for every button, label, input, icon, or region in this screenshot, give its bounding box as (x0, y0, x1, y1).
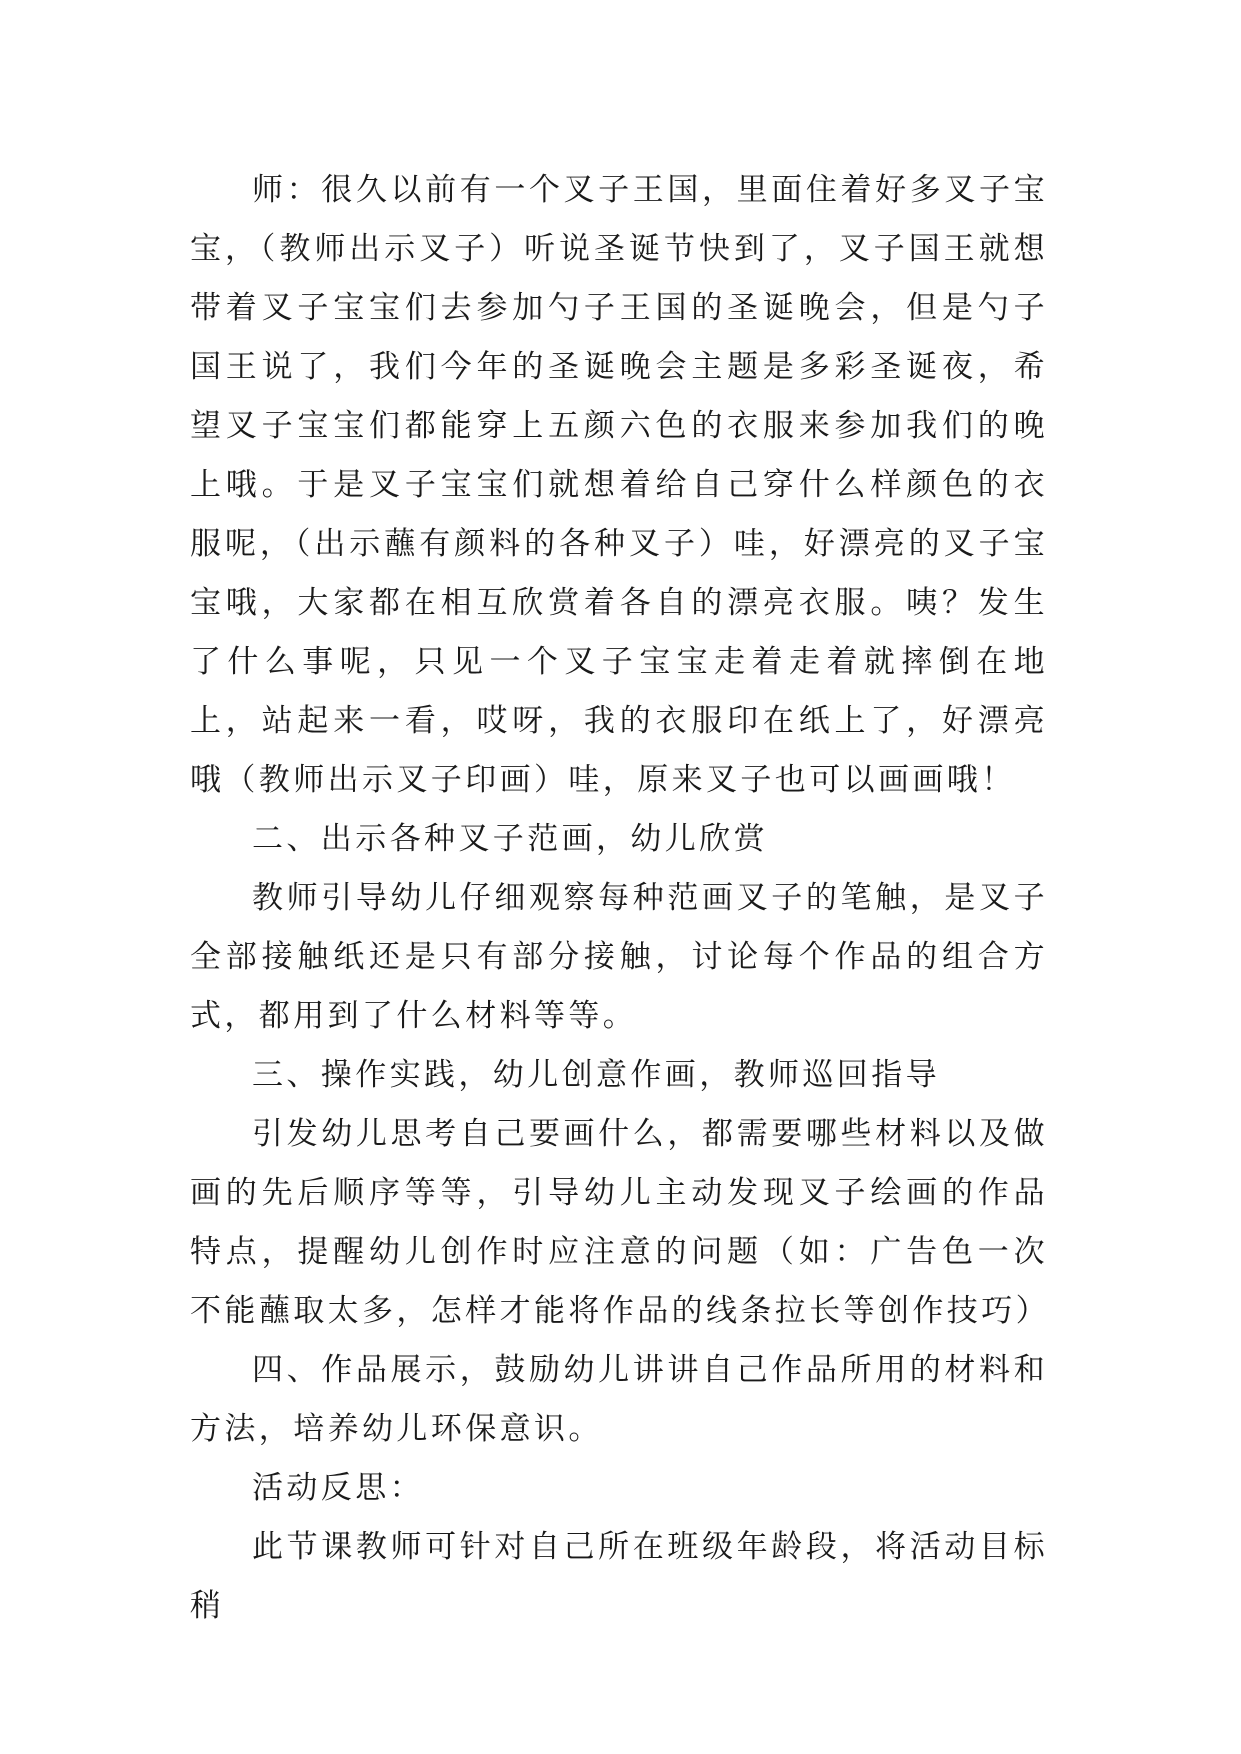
reflection-heading: 活动反思： (252, 1470, 424, 1506)
section-heading-2: 二、出示各种叉子范画，幼儿欣赏 (252, 821, 768, 857)
document-body (190, 161, 1048, 1636)
observation-paragraph: 教师引导幼儿仔细观察每种范画叉子的笔触，是叉子全部接触纸还是只有部分接触，讨论每个作品的组合方式，都用到了什么材料等等。 (190, 880, 1048, 1034)
practice-paragraph: 引发幼儿思考自己要画什么，都需要哪些材料以及做画的先后顺序等等，引导幼儿主动发现叉子绘画的作品特点，提醒幼儿创作时应注意的问题（如：广告色一次不能蘸取太多，怎样才能将作品的线条拉长等创作技巧） (190, 1116, 1050, 1329)
story-paragraph: 师：很久以前有一个叉子王国，里面住着好多叉子宝宝，（教师出示叉子）听说圣诞节快到了，叉子国王就想带着叉子宝宝们去参加勺子王国的圣诞晚会，但是勺子国王说了，我们今年的圣诞晚会主题是多彩圣诞夜，希望叉子宝宝们都能穿上五颜六色的衣服来参加我们的晚上哦。于是叉子宝宝们就想着给自己穿什么样颜色的衣服呢，（出示蘸有颜料的各种叉子）哇，好漂亮的叉子宝宝哦，大家都在相互欣赏着各自的漂亮衣服。咦？发生了什么事呢，只见一个叉子宝宝走着走着就摔倒在地上，站起来一看，哎呀，我的衣服印在纸上了，好漂亮哦（教师出示叉子印画）哇，原来叉子也可以画画哦！ (190, 172, 1048, 798)
section-heading-3: 三、操作实践，幼儿创意作画，教师巡回指导 (252, 1057, 940, 1093)
reflection-paragraph: 此节课教师可针对自己所在班级年龄段，将活动目标稍 (190, 1529, 1048, 1624)
section-heading-4: 四、作品展示，鼓励幼儿讲讲自己作品所用的材料和方法，培养幼儿环保意识。 (190, 1352, 1048, 1447)
